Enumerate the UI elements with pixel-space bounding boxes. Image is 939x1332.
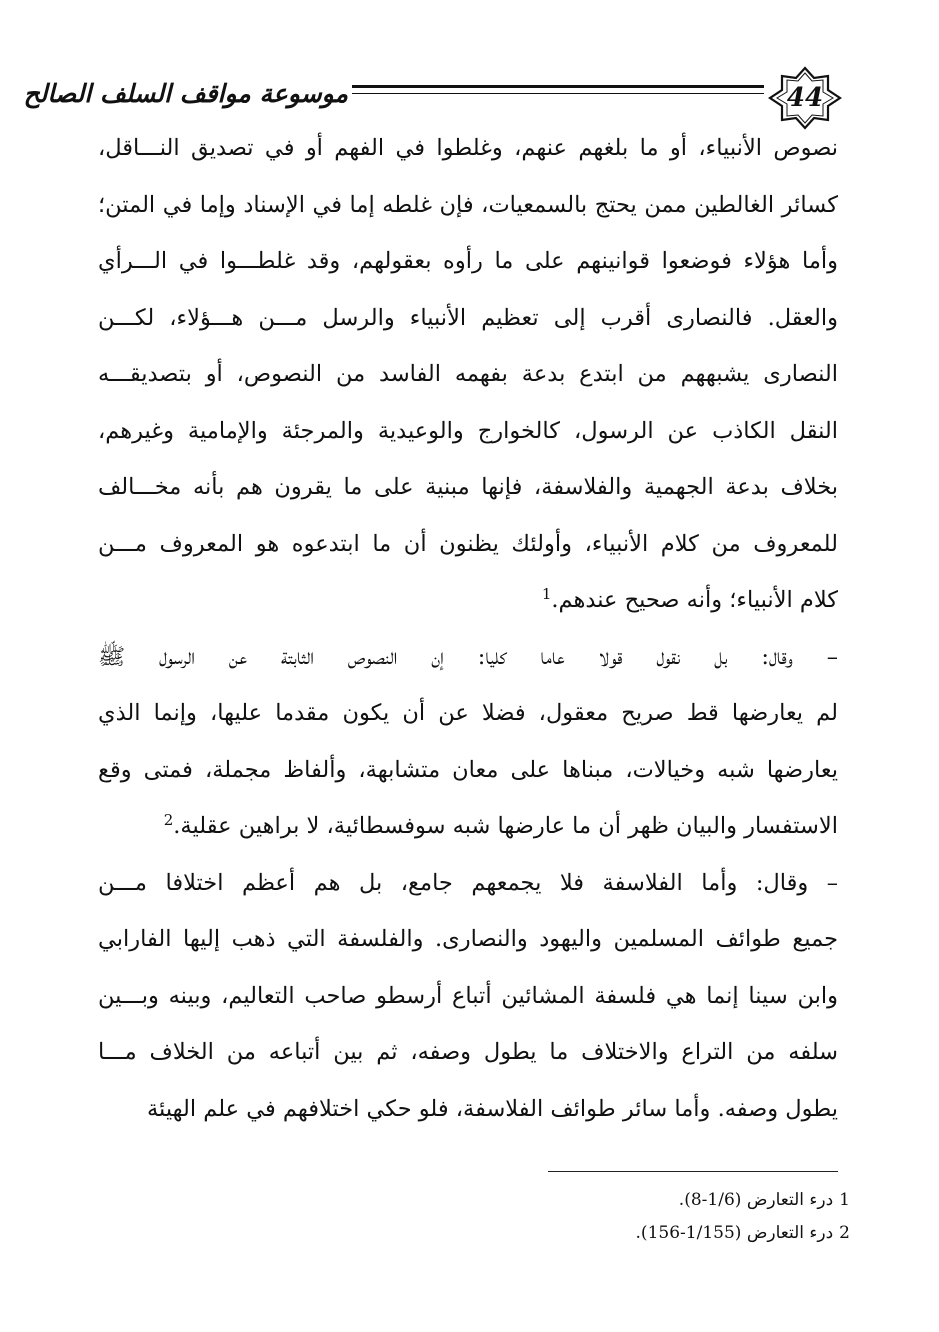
footnote bbox=[560, 1184, 850, 1217]
text-line: والعقل. فالنصارى أقرب إلى تعظيم الأنبياء والرسل مـــن هـــؤلاء، لكـــن bbox=[98, 304, 838, 331]
text-line: كسائر الغالطين ممن يحتج بالسمعيات، فإن غلطه إما في الإسناد وإما في المتن؛ bbox=[98, 191, 838, 218]
text-line: للمعروف من كلام الأنبياء، وأولئك يظنون أن ما ابتدعوه هو المعروف مـــن bbox=[98, 530, 838, 557]
text-line: – وقال: بل نقول قولا عاما كليا: إن النصوص الثابتة عن الرسول ﷺ bbox=[98, 643, 838, 670]
text-line-with-ref bbox=[98, 572, 838, 629]
text-line: نصوص الأنبياء، أو ما بلغهم عنهم، وغلطوا في الفهم أو في تصديق النـــاقل، bbox=[98, 135, 838, 161]
footnote-number: 1 bbox=[839, 1190, 850, 1210]
header-rule bbox=[352, 85, 764, 94]
text-line: – وقال: وأما الفلاسفة فلا يجمعهم جامع، بل هم أعظم اختلافا مـــن bbox=[98, 869, 838, 896]
text-line: كلام الأنبياء؛ وأنه صحيح عندهم. bbox=[551, 587, 838, 613]
text-line: النقل الكاذب عن الرسول، كالخوارج والوعيدية والمرجئة والإمامية وغيرهم، bbox=[98, 417, 838, 444]
footnote-ref: 1 bbox=[541, 584, 552, 603]
footnote-text: درء التعارض (1/155-156). bbox=[635, 1223, 834, 1243]
text-line: وابن سينا إنما هي فلسفة المشائين أتباع أرسطو صاحب التعاليم، وبينه وبـــين bbox=[98, 982, 838, 1009]
footnote-separator bbox=[548, 1171, 838, 1172]
footnote-number: 2 bbox=[839, 1223, 850, 1243]
text-line: جميع طوائف المسلمين واليهود والنصارى. والفلسفة التي ذهب إليها الفارابي bbox=[98, 926, 838, 952]
footnote bbox=[560, 1217, 850, 1250]
series-title: موسوعة مواقف السلف الصالح bbox=[23, 79, 348, 108]
footnote-ref: 2 bbox=[163, 810, 174, 829]
text-line: يطول وصفه. وأما سائر طوائف الفلاسفة، فلو حكي اختلافهم في علم الهيئة bbox=[146, 1095, 838, 1122]
footnote-text: درء التعارض (1/6-8). bbox=[678, 1190, 834, 1210]
text-line-with-ref bbox=[98, 798, 838, 855]
page-number: 44 bbox=[786, 83, 824, 113]
text-line: النصارى يشبههم من ابتدع بدعة بفهمه الفاسد من النصوص، أو بتصديقـــه bbox=[98, 361, 838, 387]
text-line: سلفه من التراع والاختلاف ما يطول وصفه، ثم بين أتباعه من الخلاف مـــا bbox=[98, 1039, 838, 1065]
text-line: الاستفسار والبيان ظهر أن ما عارضها شبه سوفسطائية، لا براهين عقلية. bbox=[173, 813, 838, 839]
main-text bbox=[98, 120, 838, 1137]
text-line: لم يعارضها قط صريح معقول، فضلا عن أن يكون مقدما عليها، وإنما الذي bbox=[98, 700, 838, 726]
footnotes bbox=[560, 1184, 850, 1250]
text-line: وأما هؤلاء فوضعوا قوانينهم على ما رأوه بعقولهم، وقد غلطـــوا في الـــرأي bbox=[98, 248, 838, 274]
text-line: يعارضها شبه وخيالات، مبناها على معان متشابهة، وألفاظ مجملة، فمتى وقع bbox=[98, 756, 838, 783]
text-line: بخلاف بدعة الجهمية والفلاسفة، فإنها مبنية على ما يقرون هم بأنه مخـــالف bbox=[98, 474, 838, 500]
